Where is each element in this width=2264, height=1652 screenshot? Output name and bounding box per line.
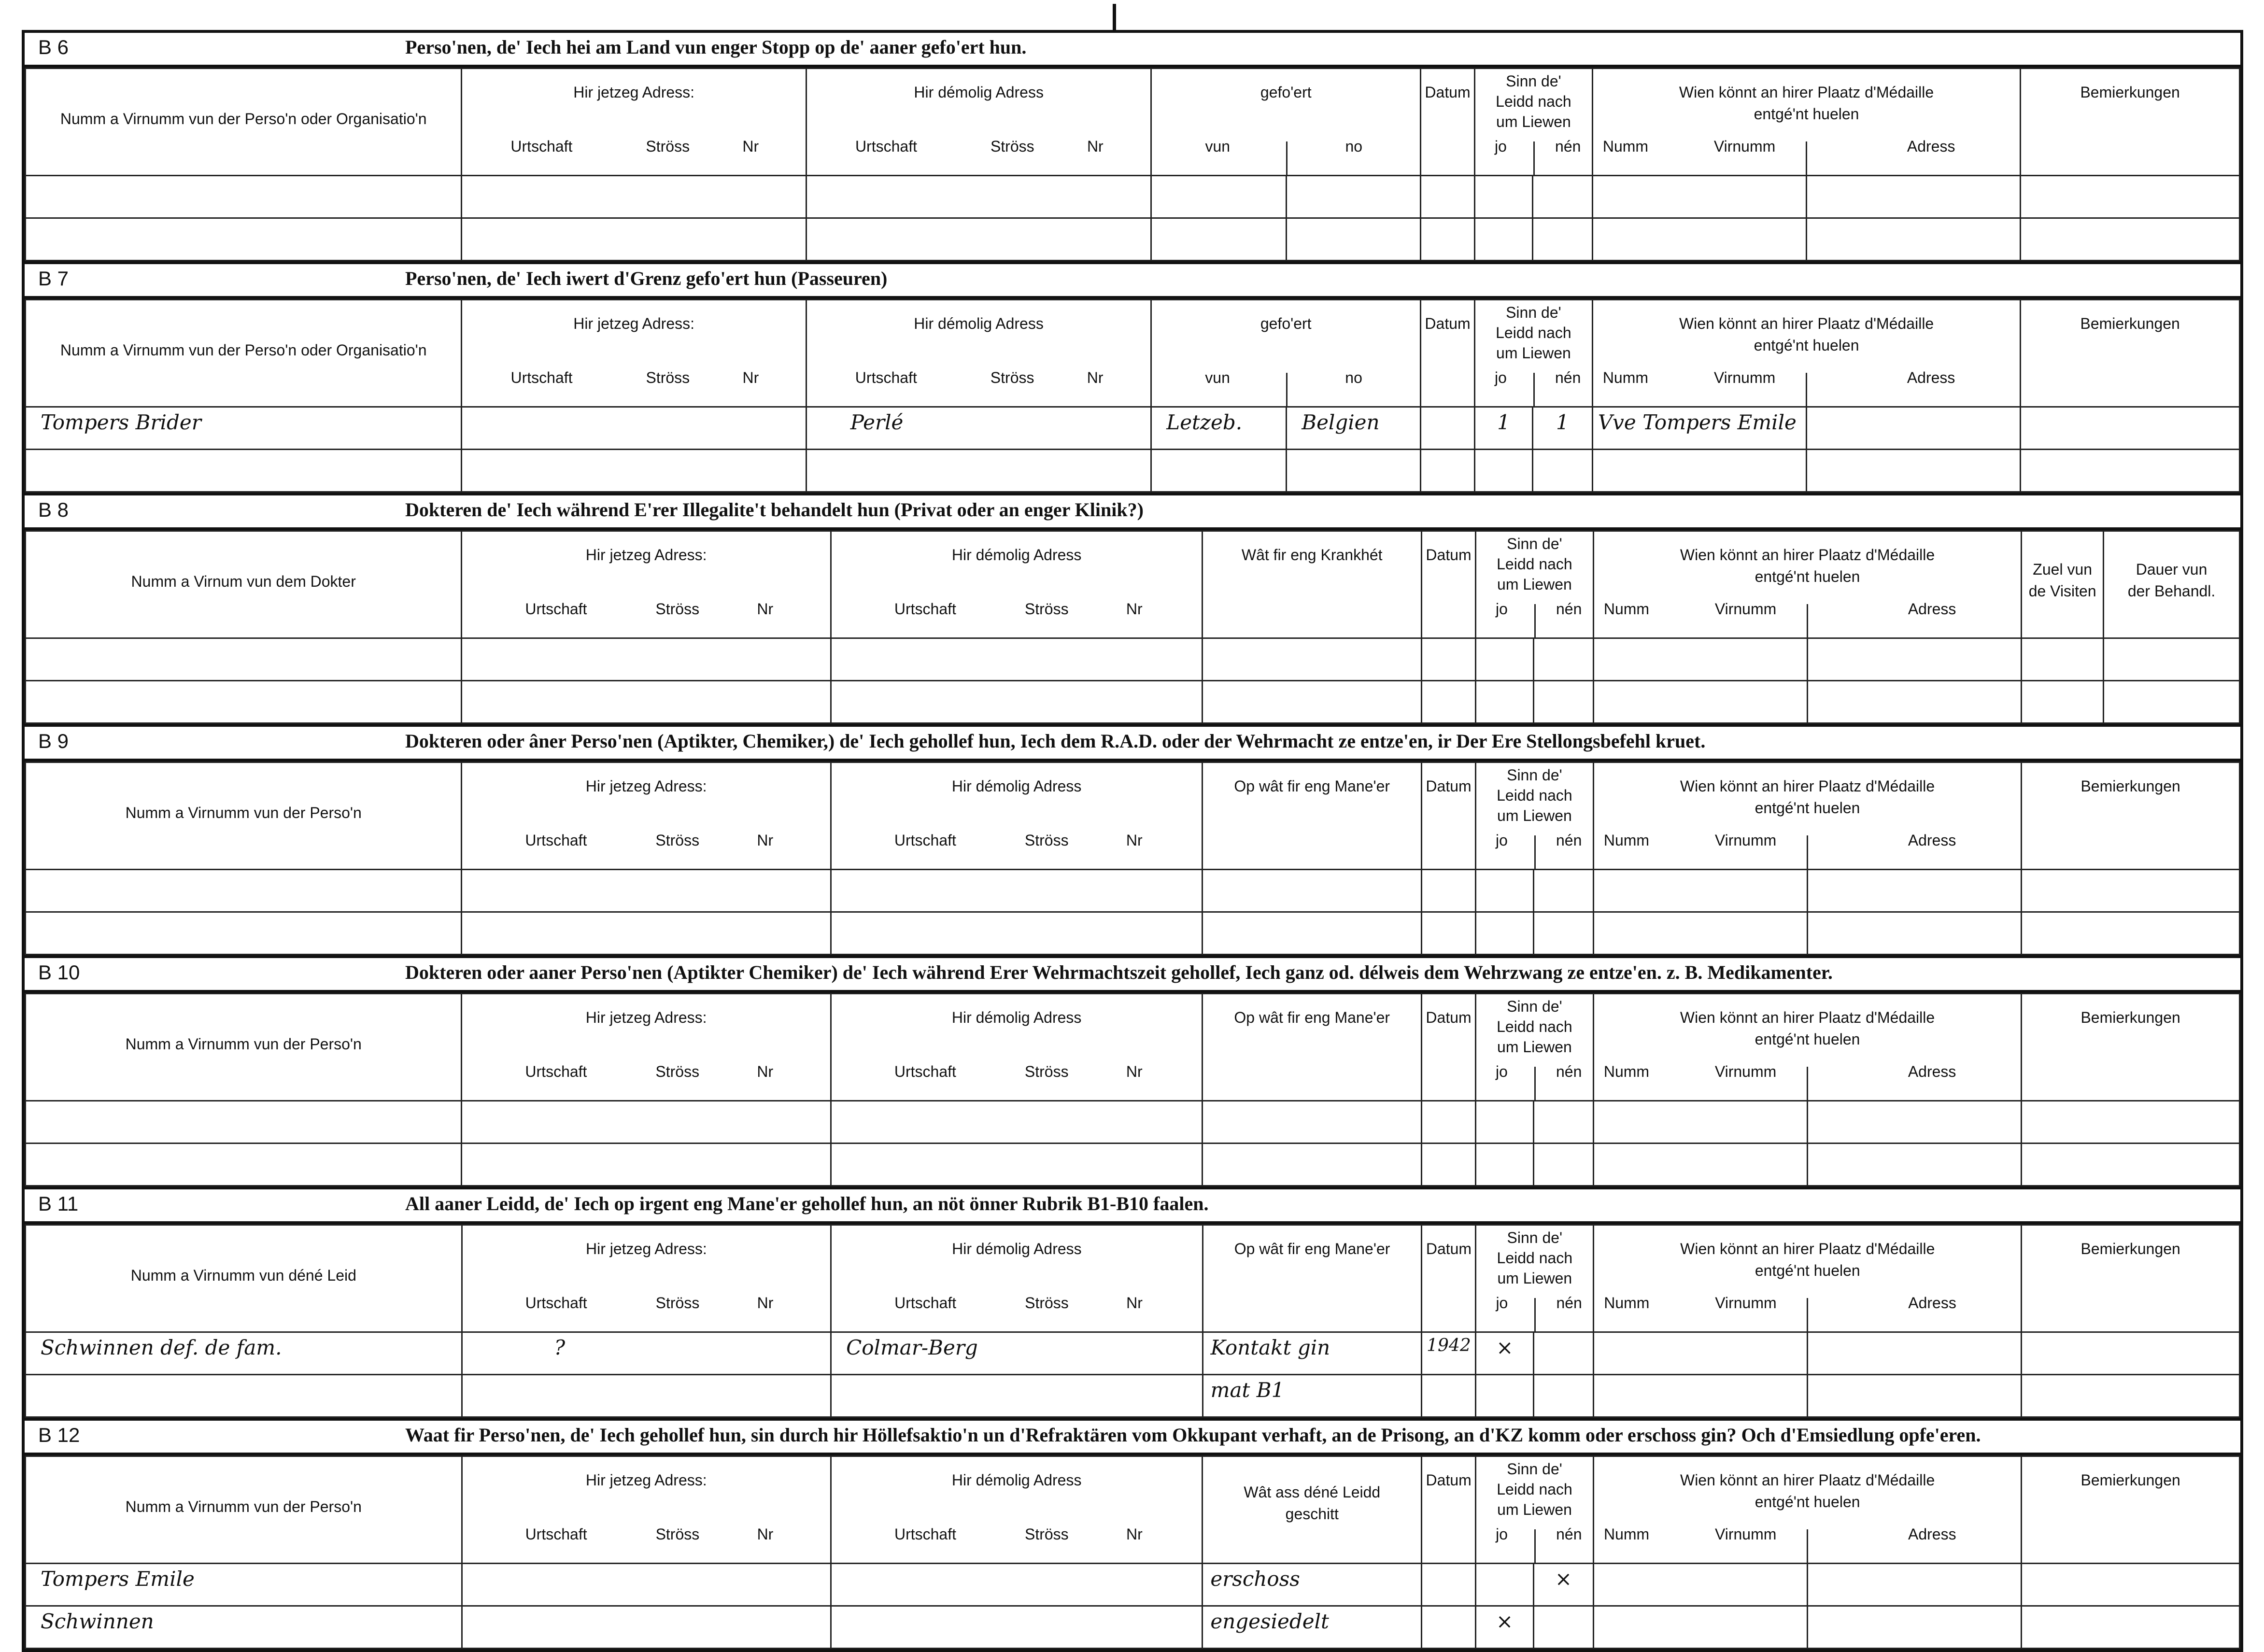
col-medal: Wien könnt an hirer Plaatz d'Médaille entgé'nt huelen Numm Virnumm Adress <box>1593 531 2021 638</box>
col-datum: Datum <box>1422 1456 1476 1564</box>
section-id: B 6 <box>38 36 69 58</box>
col-datum: Datum <box>1421 300 1475 407</box>
col-medal: Wien könnt an hirer Plaatz d'Médaille entgé'nt huelen Numm Virnumm Adress <box>1593 994 2021 1101</box>
section-id: B 11 <box>38 1192 79 1215</box>
section-header <box>25 264 2240 299</box>
col-name: Numm a Virnumm vun der Perso'n oder Organisatio'n <box>26 69 462 176</box>
col-illness: Wât fir eng Krankhét <box>1203 531 1422 638</box>
col-former-address: Hir démolig Adress Urtschaft Ströss Nr <box>806 300 1151 407</box>
entry-current-town: ? <box>554 1336 566 1359</box>
col-alive: Sinn de' Leidd nach um Liewen jo nén <box>1476 531 1594 638</box>
entry-nen: × <box>1555 1567 1572 1591</box>
section-title: Perso'nen, de' Iech iwert d'Grenz gefo'ert hun (Passeuren) <box>405 268 888 289</box>
section-table <box>25 1224 2240 1418</box>
questionnaire-sheet <box>22 30 2243 1652</box>
col-former-address: Hir démolig Adress Urtschaft Ströss Nr <box>831 762 1202 870</box>
section-title: All aaner Leidd, de' Iech op irgent eng Mane'er gehollef hun, an nöt önner Rubrik B1-B10 faalen. <box>405 1193 1209 1214</box>
entry-from: Letzeb. <box>1166 410 1243 434</box>
section-title: Perso'nen, de' Iech hei am Land vun enger Stopp op de' aaner gefo'ert hun. <box>405 36 1027 58</box>
col-name: Numm a Virnumm vun der Perso'n <box>26 1456 462 1564</box>
section-b10 <box>25 958 2240 1189</box>
section-table <box>25 993 2240 1186</box>
entry-to: Belgien <box>1302 410 1380 434</box>
section-id: B 12 <box>38 1424 80 1446</box>
col-alive: Sinn de' Leidd nach um Liewen jo nén <box>1476 1456 1594 1564</box>
col-manner: Op wât fir eng Mane'er <box>1203 1225 1422 1332</box>
col-what-happened: Wât ass déné Leidd geschitt <box>1203 1456 1422 1564</box>
section-b11 <box>25 1189 2240 1421</box>
entry-name: Tompers Brider <box>41 410 201 434</box>
col-visits: Zuel vun de Visiten <box>2022 531 2104 638</box>
section-b6 <box>25 33 2240 264</box>
entry-what-happened: engesiedelt <box>1210 1610 1329 1633</box>
col-gefoert: gefo'ert vun no <box>1151 69 1421 176</box>
col-current-address: Hir jetzeg Adress: Urtschaft Ströss Nr <box>462 762 831 870</box>
section-id: B 10 <box>38 961 80 984</box>
col-medal: Wien könnt an hirer Plaatz d'Médaille entgé'nt huelen Numm Virnumm Adress <box>1592 300 2021 407</box>
col-medal: Wien könnt an hirer Plaatz d'Médaille entgé'nt huelen Numm Virnumm Adress <box>1594 1225 2022 1332</box>
section-id: B 9 <box>38 730 69 752</box>
col-manner: Op wât fir eng Mane'er <box>1203 762 1422 870</box>
section-header <box>25 33 2240 68</box>
col-name: Numm a Virnumm vun der Perso'n <box>26 994 462 1101</box>
col-former-address: Hir démolig Adress Urtschaft Ströss Nr <box>806 69 1151 176</box>
section-title: Dokteren oder aaner Perso'nen (Aptikter Chemiker) de' Iech während Erer Wehrmachtszeit gehollef, Iech ganz od. délweis dem Wehrzwang ze entze'en. z. B. Medikamenter. <box>405 961 1833 983</box>
col-medal: Wien könnt an hirer Plaatz d'Médaille entgé'nt huelen Numm Virnumm Adress <box>1593 1456 2021 1564</box>
col-medal: Wien könnt an hirer Plaatz d'Médaille entgé'nt huelen Numm Virnumm Adress <box>1592 69 2020 176</box>
col-remarks: Bemierkungen <box>2021 300 2240 407</box>
entry-jo: × <box>1496 1336 1514 1359</box>
section-header <box>25 1189 2240 1224</box>
section-header <box>25 1421 2240 1455</box>
col-name: Numm a Virnumm vun der Perso'n <box>26 762 462 870</box>
col-alive: Sinn de' Leidd nach um Liewen jo nén <box>1475 69 1593 176</box>
section-b7 <box>25 264 2240 495</box>
section-id: B 8 <box>38 498 69 521</box>
col-duration: Dauer vun der Behandl. <box>2104 531 2240 638</box>
col-datum: Datum <box>1422 762 1476 870</box>
section-header <box>25 495 2240 530</box>
col-datum: Datum <box>1421 69 1475 176</box>
section-table <box>25 299 2240 493</box>
section-table <box>25 762 2240 955</box>
section-title: Dokteren de' Iech während E'rer Illegalite't behandelt hun (Privat oder an enger Klinik?) <box>405 499 1144 521</box>
col-current-address: Hir jetzeg Adress: Urtschaft Ströss Nr <box>462 1456 831 1564</box>
col-name: Numm a Virnumm vun déné Leid <box>26 1225 462 1332</box>
entry-medal-name: Vve Tompers Emile <box>1598 410 1797 434</box>
col-former-address: Hir démolig Adress Urtschaft Ströss Nr <box>831 1225 1203 1332</box>
entry-what-happened: erschoss <box>1210 1567 1300 1591</box>
col-manner: Op wât fir eng Mane'er <box>1203 994 1422 1101</box>
col-remarks: Bemierkungen <box>2022 994 2240 1101</box>
section-title: Dokteren oder âner Perso'nen (Aptikter, Chemiker,) de' Iech gehollef hun, Iech dem R.A.D. oder der Wehrmacht ze entze'en, ir Der Ere Stellongsbefehl kruet. <box>405 730 1706 752</box>
section-table <box>25 1455 2240 1649</box>
col-remarks: Bemierkungen <box>2022 762 2240 870</box>
section-b8 <box>25 495 2240 727</box>
col-datum: Datum <box>1422 1225 1476 1332</box>
col-alive: Sinn de' Leidd nach um Liewen jo nén <box>1476 994 1594 1101</box>
col-alive: Sinn de' Leidd nach um Liewen jo nén <box>1476 762 1594 870</box>
section-header <box>25 727 2240 762</box>
entry-jo: × <box>1496 1610 1514 1633</box>
col-datum: Datum <box>1422 994 1476 1101</box>
section-b12 <box>25 1421 2240 1649</box>
entry-jo: 1 <box>1497 410 1510 434</box>
col-current-address: Hir jetzeg Adress: Urtschaft Ströss Nr <box>462 994 831 1101</box>
top-margin-mark <box>1113 4 1116 30</box>
entry-manner-1: Kontakt gin <box>1210 1336 1330 1359</box>
col-former-address: Hir démolig Adress Urtschaft Ströss Nr <box>831 994 1202 1101</box>
section-id: B 7 <box>38 267 69 290</box>
col-former-address: Hir démolig Adress Urtschaft Ströss Nr <box>831 1456 1202 1564</box>
col-remarks: Bemierkungen <box>2022 1456 2240 1564</box>
entry-nen: 1 <box>1556 410 1569 434</box>
col-medal: Wien könnt an hirer Plaatz d'Médaille entgé'nt huelen Numm Virnumm Adress <box>1593 762 2021 870</box>
col-current-address: Hir jetzeg Adress: Urtschaft Ströss Nr <box>462 531 831 638</box>
entry-former-town: Perlé <box>850 410 904 434</box>
col-alive: Sinn de' Leidd nach um Liewen jo nén <box>1476 1225 1594 1332</box>
col-current-address: Hir jetzeg Adress: Urtschaft Ströss Nr <box>462 69 807 176</box>
section-title: Waat fir Perso'nen, de' Iech gehollef hun, sin durch hir Höllefsaktio'n un d'Refraktären vom Okkupant verhaft, an de Prisong, an d'KZ komm oder erschoss gin? Och d'Emsiedlung opfe'eren. <box>405 1424 1981 1446</box>
entry-name: Schwinnen def. de fam. <box>41 1336 282 1359</box>
entry-date: 1942 <box>1427 1336 1471 1355</box>
section-header <box>25 958 2240 993</box>
col-remarks: Bemierkungen <box>2022 1225 2240 1332</box>
section-table <box>25 68 2240 261</box>
col-remarks: Bemierkungen <box>2021 69 2240 176</box>
entry-name: Schwinnen <box>41 1610 154 1633</box>
section-table <box>25 530 2240 724</box>
col-gefoert: gefo'ert vun no <box>1151 300 1421 407</box>
entry-name: Tompers Emile <box>41 1567 195 1591</box>
col-name: Numm a Virnum vun dem Dokter <box>26 531 462 638</box>
col-alive: Sinn de' Leidd nach um Liewen jo nén <box>1475 300 1593 407</box>
col-datum: Datum <box>1422 531 1476 638</box>
entry-former-town: Colmar-Berg <box>846 1336 978 1359</box>
section-b9 <box>25 727 2240 958</box>
col-current-address: Hir jetzeg Adress: Urtschaft Ströss Nr <box>462 1225 831 1332</box>
entry-manner-2: mat B1 <box>1210 1378 1285 1402</box>
col-former-address: Hir démolig Adress Urtschaft Ströss Nr <box>831 531 1202 638</box>
col-name: Numm a Virnumm vun der Perso'n oder Organisatio'n <box>26 300 462 407</box>
col-current-address: Hir jetzeg Adress: Urtschaft Ströss Nr <box>462 300 806 407</box>
